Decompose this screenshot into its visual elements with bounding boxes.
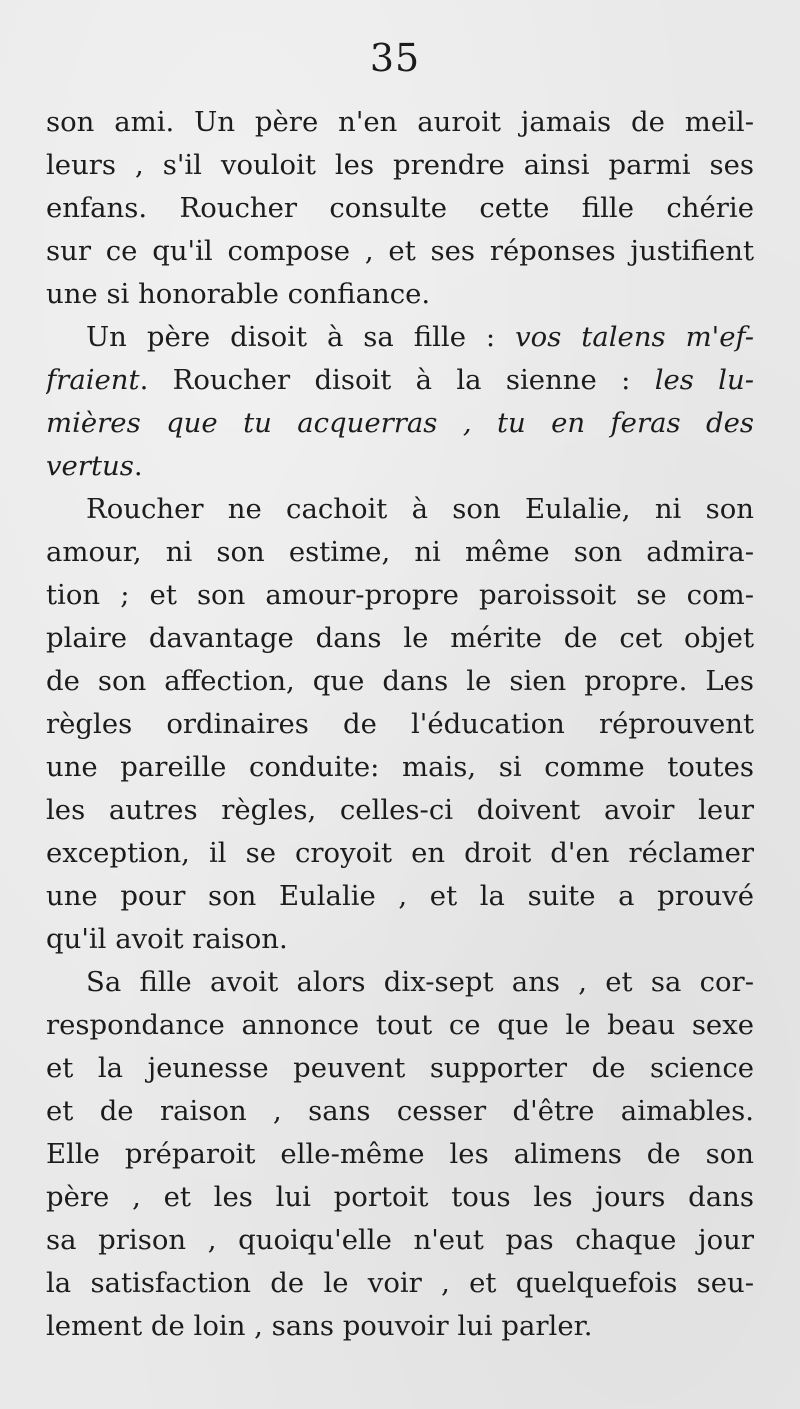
- text-line: une si honorable confiance.: [46, 278, 431, 310]
- text-line: qu'il avoit raison.: [46, 923, 288, 955]
- italic-text-segment: les lu-: [654, 364, 754, 396]
- italic-text-segment: vos talens m'ef-: [515, 321, 754, 353]
- text-line: de son affection, que dans le sien propre. Les: [46, 665, 754, 697]
- text-line: [86, 316, 754, 359]
- text-line: leurs , s'il vouloit les prendre ainsi parmi ses: [46, 149, 754, 181]
- text-segment: . Roucher disoit à la sienne :: [139, 364, 655, 396]
- text-line: respondance annonce tout ce que le beau sexe: [46, 1009, 754, 1041]
- text-line: et de raison , sans cesser d'être aimables.: [46, 1095, 754, 1127]
- italic-text-segment: mières que tu acquerras , tu en feras des: [46, 407, 754, 439]
- text-segment: .: [133, 450, 143, 482]
- text-line: une pareille conduite: mais, si comme toutes: [46, 751, 754, 783]
- text-line: [46, 359, 754, 402]
- text-line: Roucher ne cachoit à son Eulalie, ni son: [86, 493, 754, 525]
- text-line: père , et les lui portoit tous les jours dans: [46, 1181, 754, 1213]
- text-line: Sa fille avoit alors dix-sept ans , et sa cor-: [86, 966, 754, 998]
- text-line: amour, ni son estime, ni même son admira-: [46, 536, 754, 568]
- italic-text-segment: fraient: [46, 364, 140, 396]
- text-line: son ami. Un père n'en auroit jamais de meil-: [46, 106, 754, 138]
- text-line: [46, 402, 754, 445]
- text-line: sur ce qu'il compose , et ses réponses justifient: [46, 235, 754, 267]
- text-segment: Un père disoit à sa fille :: [86, 321, 516, 353]
- text-line: [46, 445, 754, 488]
- text-line: exception, il se croyoit en droit d'en réclamer: [46, 837, 754, 869]
- page-number: 35: [369, 36, 421, 80]
- text-line: et la jeunesse peuvent supporter de science: [46, 1052, 754, 1084]
- text-line: Elle préparoit elle-même les alimens de son: [46, 1138, 754, 1170]
- text-line: la satisfaction de le voir , et quelquefois seu-: [46, 1267, 754, 1299]
- text-line: enfans. Roucher consulte cette fille chérie: [46, 192, 754, 224]
- text-line: tion ; et son amour-propre paroissoit se com-: [46, 579, 754, 611]
- text-line: une pour son Eulalie , et la suite a prouvé: [46, 880, 754, 912]
- text-line: sa prison , quoiqu'elle n'eut pas chaque jour: [46, 1224, 754, 1256]
- text-line: lement de loin , sans pouvoir lui parler.: [46, 1310, 593, 1342]
- text-line: règles ordinaires de l'éducation réprouvent: [46, 708, 754, 740]
- italic-text-segment: vertus: [46, 450, 134, 482]
- text-line: plaire davantage dans le mérite de cet objet: [46, 622, 754, 654]
- text-line: les autres règles, celles-ci doivent avoir leur: [46, 794, 754, 826]
